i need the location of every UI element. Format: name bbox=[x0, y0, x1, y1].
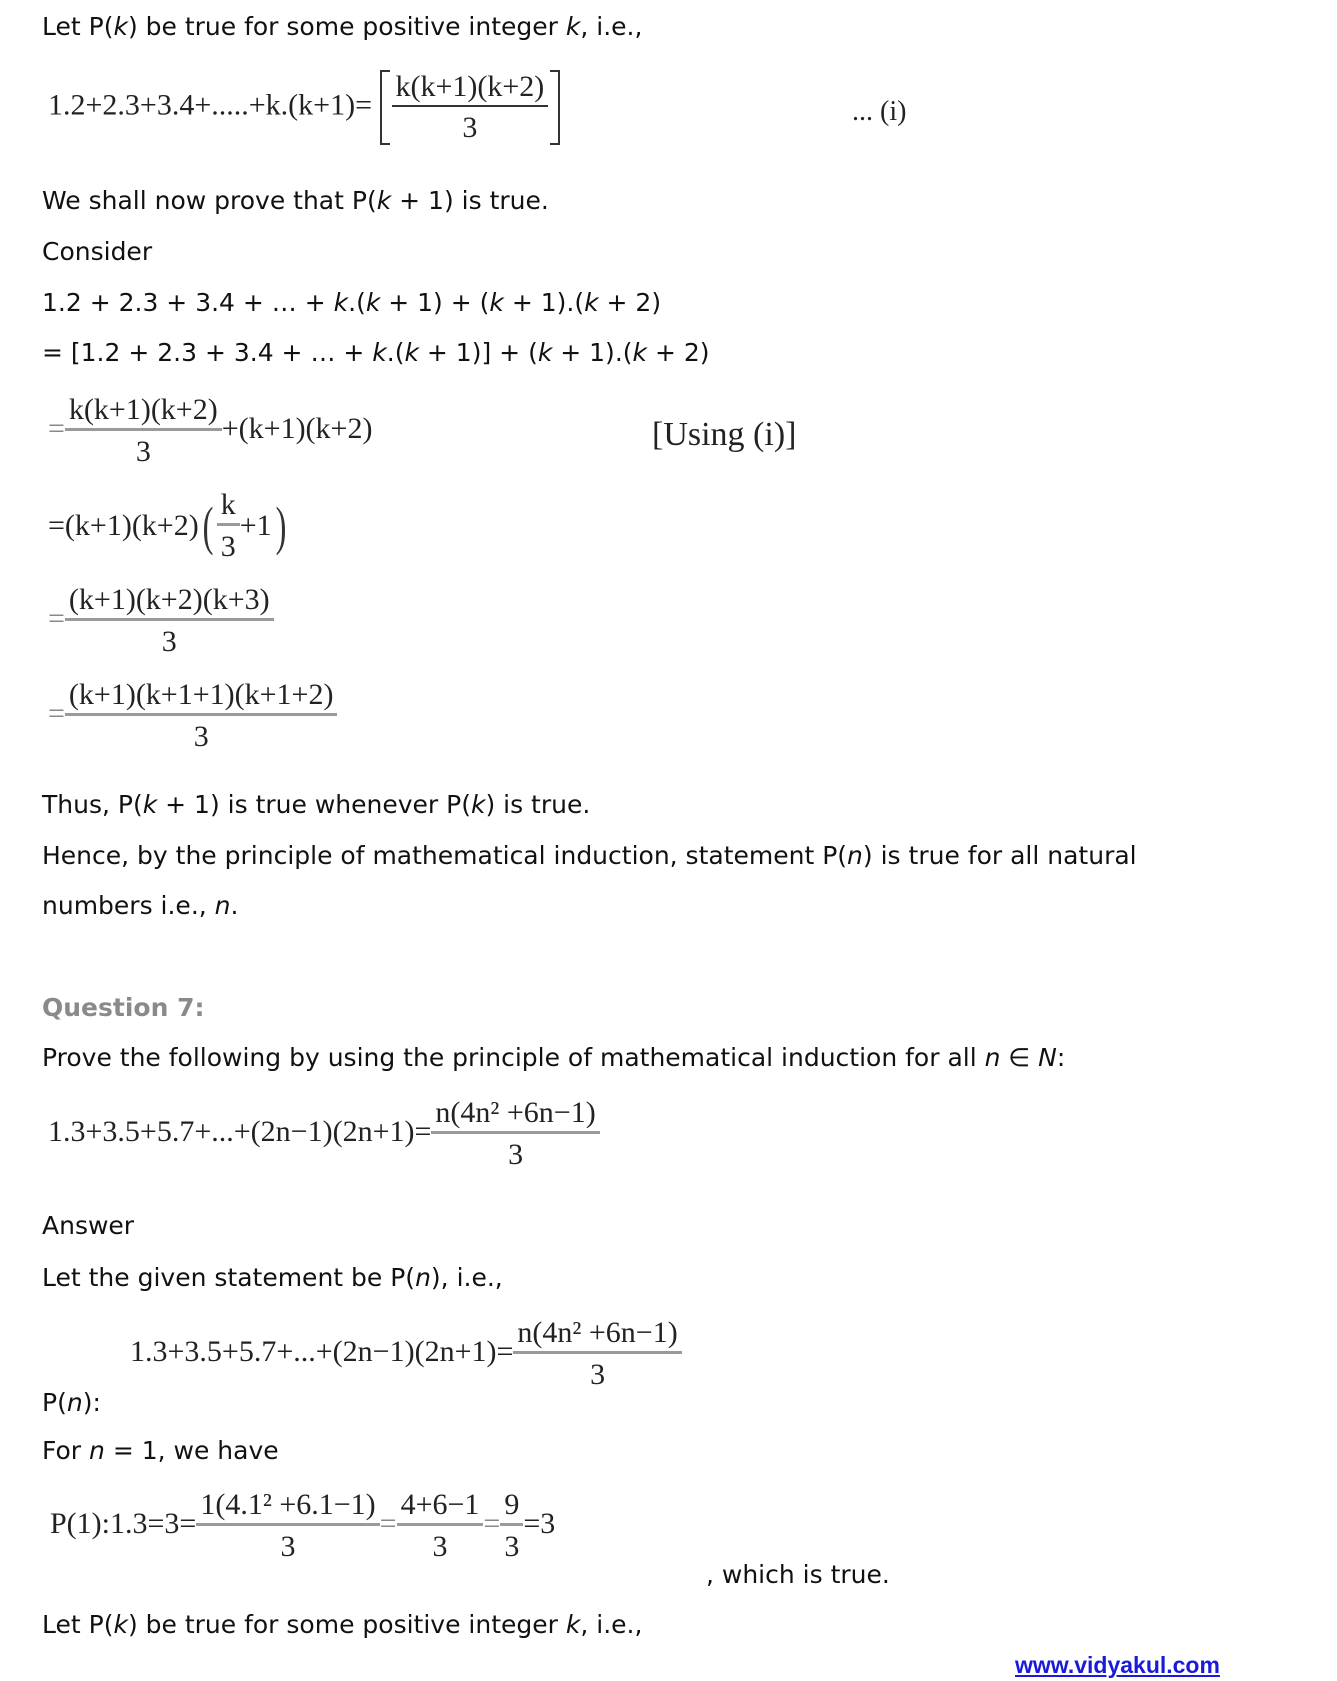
question-prompt bbox=[42, 1045, 1065, 1070]
text: ) is true for all natural bbox=[862, 841, 1137, 870]
text: + 1).( bbox=[503, 288, 585, 317]
text: Let the given statement be P( bbox=[42, 1263, 416, 1292]
numerator: k(k+1)(k+2) bbox=[392, 72, 549, 107]
var: k bbox=[404, 338, 419, 367]
text: + 1) is true whenever P( bbox=[157, 790, 471, 819]
var: k bbox=[537, 338, 553, 367]
text: .( bbox=[348, 288, 366, 317]
fraction bbox=[196, 1490, 379, 1562]
equation-i bbox=[48, 70, 560, 145]
text: ) be true for some positive integer bbox=[127, 12, 566, 41]
text: P( bbox=[42, 1388, 67, 1417]
answer-label: Answer bbox=[42, 1211, 135, 1240]
var: k bbox=[584, 288, 599, 317]
text-consider: Consider bbox=[42, 237, 153, 266]
question-equation bbox=[48, 1098, 600, 1170]
equation-step-4 bbox=[48, 680, 337, 752]
numerator: n(4n² +6n−1) bbox=[513, 1318, 681, 1354]
numerator: 4+6−1 bbox=[397, 1490, 484, 1526]
denominator: 3 bbox=[135, 435, 151, 468]
paren-open: ( bbox=[202, 496, 214, 556]
equation-rest: +1 bbox=[239, 509, 272, 542]
fraction bbox=[65, 395, 222, 467]
denominator: 3 bbox=[432, 1530, 448, 1563]
equals-sign: = bbox=[483, 1506, 501, 1540]
equation-lhs: 1.3+3.5+5.7+...+(2n−1)(2n+1)= bbox=[130, 1334, 514, 1368]
text: , i.e., bbox=[580, 1610, 643, 1639]
numerator: k(k+1)(k+2) bbox=[65, 395, 222, 431]
text: = [1.2 + 2.3 + 3.4 + … + bbox=[42, 338, 373, 367]
text: + 2) bbox=[598, 288, 662, 317]
fraction bbox=[500, 1490, 523, 1562]
text-line-pk-assumption bbox=[42, 14, 642, 39]
text-line-prove bbox=[42, 188, 549, 213]
text-line-regroup bbox=[42, 340, 710, 365]
fraction bbox=[431, 1098, 599, 1170]
numerator: (k+1)(k+2)(k+3) bbox=[65, 585, 274, 621]
denominator: 3 bbox=[508, 1138, 524, 1171]
var: k bbox=[333, 288, 349, 317]
var: k bbox=[365, 288, 381, 317]
text: 1.2 + 2.3 + 3.4 + … + bbox=[42, 288, 334, 317]
text: Prove the following by using the principle of mathematical induction for all bbox=[42, 1043, 985, 1072]
text: Let P( bbox=[42, 12, 114, 41]
numerator: n(4n² +6n−1) bbox=[431, 1098, 599, 1134]
var: n bbox=[89, 1436, 105, 1465]
text: + 1).( bbox=[552, 338, 633, 367]
var-k: k bbox=[113, 12, 128, 41]
denominator: 3 bbox=[280, 1530, 296, 1563]
denominator: 3 bbox=[462, 111, 478, 144]
var: k bbox=[142, 790, 158, 819]
text: + 1) is true. bbox=[391, 186, 549, 215]
text-line-thus bbox=[42, 792, 590, 817]
which-is-true: , which is true. bbox=[706, 1560, 890, 1589]
text: = 1, we have bbox=[104, 1436, 279, 1465]
fraction bbox=[65, 585, 274, 657]
numerator: (k+1)(k+1+1)(k+1+2) bbox=[65, 680, 338, 716]
question-title: Question 7: bbox=[42, 993, 205, 1022]
pn-label bbox=[42, 1390, 101, 1415]
text: ), i.e., bbox=[430, 1263, 503, 1292]
var: k bbox=[632, 338, 647, 367]
equation-lhs: =(k+1)(k+2) bbox=[48, 509, 199, 542]
var: k bbox=[489, 288, 504, 317]
text: + 1) + ( bbox=[380, 288, 490, 317]
equals-sign: = bbox=[48, 696, 65, 730]
bracket-group bbox=[380, 70, 561, 145]
equation-step-1 bbox=[48, 395, 372, 467]
var: n bbox=[847, 841, 863, 870]
answer-line-1 bbox=[42, 1265, 503, 1290]
denominator: 3 bbox=[161, 625, 177, 658]
equation-lhs: P(1):1.3=3= bbox=[50, 1506, 197, 1540]
text: , i.e., bbox=[580, 12, 643, 41]
text-line-hence bbox=[42, 843, 1137, 868]
var: k bbox=[113, 1610, 128, 1639]
text: .( bbox=[386, 338, 405, 367]
footer-link[interactable]: www.vidyakul.com bbox=[1015, 1652, 1220, 1678]
equation-step-2 bbox=[48, 490, 290, 562]
text: ): bbox=[82, 1388, 101, 1417]
var-k: k bbox=[376, 186, 392, 215]
equation-lhs: 1.3+3.5+5.7+...+(2n−1)(2n+1)= bbox=[48, 1114, 432, 1148]
text: Hence, by the principle of mathematical induction, statement P( bbox=[42, 841, 848, 870]
equals-sign: = bbox=[48, 411, 65, 445]
fraction bbox=[217, 490, 240, 562]
var: k bbox=[470, 790, 486, 819]
var: k bbox=[372, 338, 387, 367]
text: Thus, P( bbox=[42, 790, 143, 819]
equation-lhs: 1.2+2.3+3.4+.....+k.(k+1)= bbox=[48, 88, 372, 122]
denominator: 3 bbox=[504, 1530, 520, 1563]
equals-sign: = bbox=[379, 1506, 397, 1540]
var: N bbox=[1038, 1043, 1057, 1072]
text: numbers i.e., bbox=[42, 891, 215, 920]
numerator: k bbox=[217, 490, 240, 526]
var: n bbox=[984, 1043, 1001, 1072]
p1-equation bbox=[50, 1490, 555, 1562]
denominator: 3 bbox=[220, 530, 236, 563]
denominator: 3 bbox=[590, 1358, 606, 1391]
text: ∈ bbox=[1000, 1043, 1039, 1072]
text: : bbox=[1056, 1043, 1066, 1072]
text: Let P( bbox=[42, 1610, 114, 1639]
text-line-numbers bbox=[42, 893, 238, 918]
equation-step-3 bbox=[48, 585, 274, 657]
var: k bbox=[565, 1610, 581, 1639]
var: n bbox=[214, 891, 231, 920]
fraction bbox=[65, 680, 338, 752]
text-line-sum bbox=[42, 290, 661, 315]
text: . bbox=[230, 891, 239, 920]
var-k: k bbox=[565, 12, 581, 41]
var: n bbox=[66, 1388, 83, 1417]
text: ) is true. bbox=[485, 790, 591, 819]
text: For bbox=[42, 1436, 90, 1465]
fraction bbox=[397, 1490, 484, 1562]
text: + 2) bbox=[647, 338, 710, 367]
denominator: 3 bbox=[193, 720, 209, 753]
answer-last-line bbox=[42, 1612, 642, 1637]
equation-rest: +(k+1)(k+2) bbox=[221, 411, 373, 445]
numerator: 1(4.1² +6.1−1) bbox=[196, 1490, 379, 1526]
pn-equation bbox=[130, 1318, 682, 1390]
text: We shall now prove that P( bbox=[42, 186, 377, 215]
fraction bbox=[513, 1318, 681, 1390]
numerator: 9 bbox=[500, 1490, 523, 1526]
for-n-line bbox=[42, 1438, 279, 1463]
equation-end: =3 bbox=[523, 1506, 556, 1540]
paren-close: ) bbox=[275, 496, 287, 556]
equals-sign: = bbox=[48, 601, 65, 635]
using-i-note: [Using (i)] bbox=[652, 416, 797, 453]
equation-tag: ... (i) bbox=[852, 96, 907, 127]
fraction bbox=[392, 72, 549, 143]
text: + 1)] + ( bbox=[418, 338, 538, 367]
var: n bbox=[415, 1263, 431, 1292]
text: ) be true for some positive integer bbox=[127, 1610, 566, 1639]
